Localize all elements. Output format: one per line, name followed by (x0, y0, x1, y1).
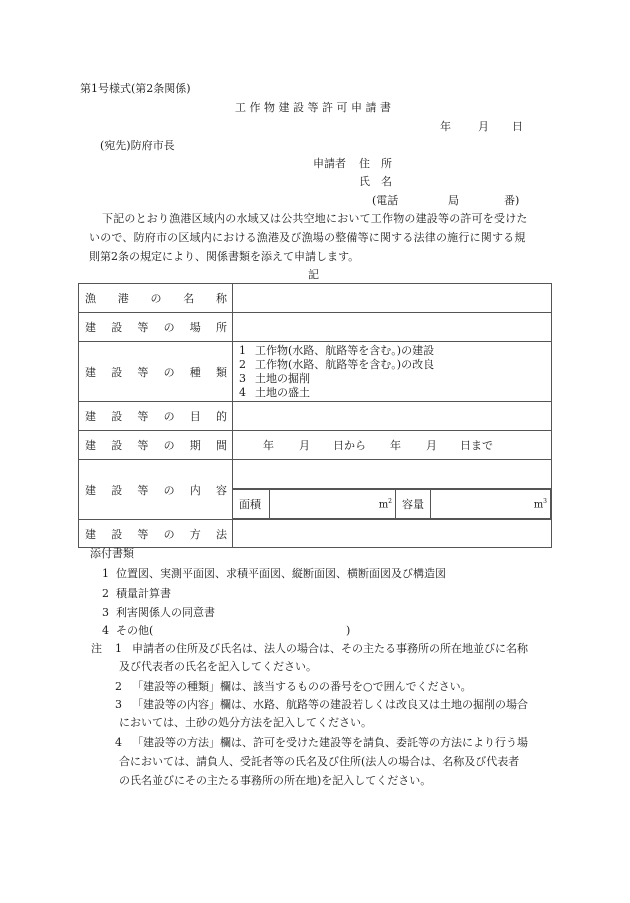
period-month-to: 月 (426, 439, 437, 452)
label-char: 建 (85, 439, 96, 452)
application-table (78, 283, 552, 548)
label-char: 場 (189, 321, 201, 334)
type-option-number: 4 (239, 385, 246, 399)
table-row-port-name (79, 284, 552, 313)
attachment-number: 1 (102, 567, 109, 580)
label-char: 建 (85, 527, 96, 541)
attachment-item (102, 567, 446, 581)
attachment-text: 積量計算書 (116, 587, 171, 600)
table-row-method (79, 520, 552, 548)
area-unit: m (378, 499, 389, 511)
volume-unit: m (533, 499, 544, 511)
attachment-number: 3 (102, 606, 109, 619)
table-row-type (79, 342, 552, 402)
label-char: 設 (111, 483, 123, 497)
request-line-2: いので、防府市の区域内における漁港及び漁場の整備等に関する法律の施行に関する規 (89, 231, 526, 244)
row-3-label (85, 408, 227, 424)
label-char: 等 (137, 527, 149, 541)
method-field[interactable] (233, 520, 552, 548)
note-line: 合においては、請負人、受託者等の氏名及び住所(法人の場合は、名称及び代表者 (119, 755, 520, 768)
label-char: の (163, 410, 175, 423)
purpose-field[interactable] (233, 402, 552, 431)
label-char: の (163, 483, 175, 497)
note-line: 「建設等の種類」欄は、該当するものの番号を○で囲んでください。 (132, 680, 472, 693)
label-char: 方 (189, 527, 201, 541)
label-char: 類 (215, 365, 227, 379)
content-measures (233, 489, 552, 520)
label-char: 漁 (85, 292, 96, 305)
label-char: 等 (137, 483, 149, 497)
label-char: 名 (183, 292, 195, 305)
label-char: 港 (117, 292, 129, 305)
content-field[interactable] (233, 460, 552, 489)
label-char: 目 (189, 410, 201, 423)
attachment-number: 4 (102, 624, 109, 637)
label-char: の (150, 292, 162, 305)
label-port-name (79, 284, 233, 313)
date-year-label: 年 (440, 120, 451, 133)
area-unit-exp: 2 (388, 497, 392, 505)
type-option-number: 1 (239, 343, 246, 357)
type-option-text: 土地の掘削 (255, 371, 310, 385)
label-char: 内 (189, 483, 201, 497)
label-purpose (79, 402, 233, 431)
label-char: 種 (189, 365, 201, 379)
label-char: の (163, 321, 175, 334)
phone-station-label: 局 (448, 194, 459, 207)
label-char: 的 (215, 410, 227, 423)
ki-heading: 記 (308, 268, 319, 281)
label-content (79, 460, 233, 520)
label-char: 建 (85, 321, 96, 334)
type-option[interactable] (239, 344, 551, 358)
request-line-1: 下記のとおり漁港区域内の水域又は公共空地において工作物の建設等の許可を受けた (102, 212, 528, 225)
name-label: 氏 名 (359, 175, 392, 188)
note-number: 2 (115, 680, 122, 693)
note-line: 「建設等の内容」欄は、水路、航路等の建設若しくは改良又は土地の掘削の場合 (132, 698, 528, 711)
label-char: 設 (111, 321, 123, 334)
attachments-title: 添付書類 (90, 547, 134, 560)
label-char: 容 (215, 483, 227, 497)
volume-unit-exp: 3 (543, 497, 547, 505)
port-name-field[interactable] (233, 284, 552, 313)
table-row-period (79, 431, 552, 460)
type-option[interactable] (239, 386, 551, 400)
type-option-number: 3 (239, 371, 246, 385)
notes-label: 注 (91, 642, 102, 655)
page-title: 工作物建設等許可申請書 (235, 101, 395, 114)
attachment-text: その他( (116, 624, 154, 637)
label-char: 設 (111, 365, 123, 379)
label-char: 等 (137, 439, 149, 452)
label-char: の (163, 439, 175, 452)
table-row-location (79, 313, 552, 342)
label-char: 期 (189, 439, 201, 452)
attachment-other-close: ) (346, 624, 351, 637)
period-month-from: 月 (299, 439, 310, 452)
measures-table (233, 489, 551, 519)
row-0-label (85, 290, 227, 306)
date-day-label: 日 (512, 120, 523, 133)
period-day-to: 日まで (460, 439, 493, 452)
label-period (79, 431, 233, 460)
period-year-to: 年 (390, 439, 401, 452)
area-label: 面積 (233, 490, 270, 519)
type-options (233, 342, 552, 402)
request-line-3: 則第2条の規定により、関係書類を添えて申請します。 (89, 250, 360, 263)
type-option-number: 2 (239, 357, 246, 371)
date-month-label: 月 (478, 120, 489, 133)
row-5-label (85, 482, 227, 498)
label-type (79, 342, 233, 402)
period-year-from: 年 (263, 439, 274, 452)
attachment-text: 利害関係人の同意書 (116, 606, 215, 619)
location-field[interactable] (233, 313, 552, 342)
note-line: 及び代表者の氏名を記入してください。 (119, 660, 317, 673)
attachment-number: 2 (102, 587, 109, 600)
label-char: 等 (137, 410, 149, 423)
form-number: 第1号様式(第2条関係) (80, 82, 191, 95)
label-char: 設 (111, 410, 123, 423)
note-line: においては、土砂の処分方法を記入してください。 (119, 716, 372, 729)
label-char: 建 (85, 365, 96, 379)
attachment-text: 位置図、実測平面図、求積平面図、縦断面図、横断面図及び構造図 (116, 567, 446, 580)
table-row-content (79, 460, 552, 489)
row-2-label (85, 364, 227, 380)
label-char: の (163, 365, 175, 379)
note-number: 1 (115, 642, 122, 655)
type-option-text: 工作物(水路、航路等を含む。)の建設 (255, 343, 435, 357)
type-option-text: 工作物(水路、航路等を含む。)の改良 (255, 357, 435, 371)
type-option[interactable] (239, 372, 551, 386)
row-6-label (85, 526, 227, 542)
phone-number-label: 番) (504, 194, 520, 207)
period-day-from: 日から (333, 439, 366, 452)
phone-open-label: (電話 (372, 194, 399, 207)
table-row-purpose (79, 402, 552, 431)
label-location (79, 313, 233, 342)
note-line: の氏名並びにその主たる事務所の所在地)を記入してください。 (119, 774, 432, 787)
note-number: 3 (115, 698, 122, 711)
note-line: 申請者の住所及び氏名は、法人の場合は、その主たる事務所の所在地並びに名称 (132, 642, 528, 655)
row-1-label (85, 319, 227, 335)
label-char: 等 (137, 365, 149, 379)
label-char: 設 (111, 439, 123, 452)
label-char: 称 (216, 292, 227, 305)
period-field[interactable] (233, 431, 552, 460)
label-char: 等 (137, 321, 149, 334)
attachment-item (102, 606, 215, 620)
volume-field[interactable] (431, 490, 551, 519)
area-field[interactable] (270, 490, 396, 519)
label-char: 間 (215, 439, 227, 452)
applicant-label: 申請者 (313, 157, 346, 170)
label-char: 法 (215, 527, 227, 541)
type-option-text: 土地の盛土 (255, 385, 310, 399)
label-char: 設 (111, 527, 123, 541)
label-char: 建 (85, 483, 96, 497)
type-option[interactable] (239, 358, 551, 372)
attachment-item (102, 587, 171, 601)
address-label: 住 所 (359, 157, 392, 170)
row-4-label (85, 437, 227, 453)
volume-label: 容量 (396, 490, 431, 519)
label-char: の (163, 527, 175, 541)
addressee: (宛先)防府市長 (100, 139, 175, 152)
label-method (79, 520, 233, 548)
note-line: 「建設等の方法」欄は、許可を受けた建設等を請負、委託等の方法により行う場 (132, 736, 528, 749)
label-char: 建 (85, 410, 96, 423)
label-char: 所 (215, 321, 227, 334)
attachment-item (102, 624, 153, 638)
note-number: 4 (115, 736, 122, 749)
